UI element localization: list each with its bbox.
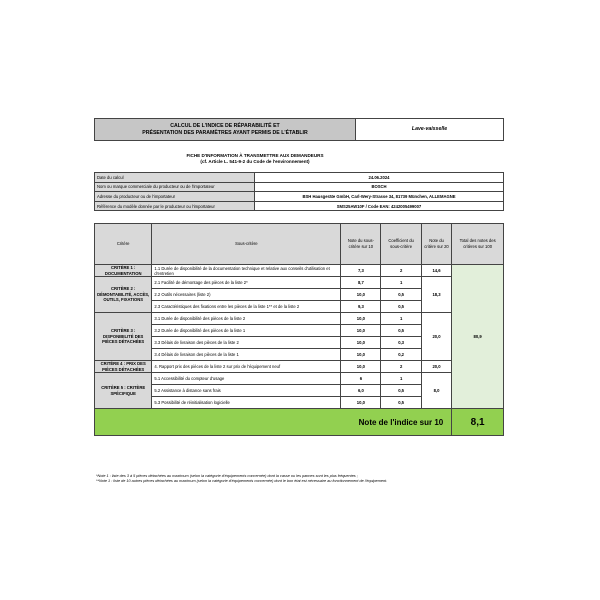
sub-criterion-coefficient: 0,3 [381,337,421,349]
table-row [95,265,504,277]
criterion-note: 14,6 [421,265,451,277]
sub-criterion-note: 10,0 [341,337,381,349]
info-row [95,201,504,211]
info-value: SMS25AW10F / Code EAN: 4242005499007 [255,201,504,211]
sub-criterion-label: 5.1 Accessibilité du compteur d'usage [152,373,341,385]
criterion-note: 20,0 [421,361,451,373]
header-note-critere: Note du critère sur 20 [421,224,451,265]
criterion-name: CRITÈRE 2 : DÉMONTABILITÉ, ACCÈS, OUTILS, FIXATIONS [95,277,152,313]
sub-criterion-note: 10,0 [341,313,381,325]
sub-criterion-coefficient: 1 [381,277,421,289]
info-value: 24.06.2024 [255,173,504,183]
product-type: Lave-vaisselle [356,119,504,141]
criterion-name: CRITÈRE 4 : PRIX DES PIÈCES DÉTACHÉES [95,361,152,373]
sub-criterion-coefficient: 2 [381,265,421,277]
sub-criterion-label: 3.2 Durée de disponibilité des pièces de la liste 1 [152,325,341,337]
table-row [95,373,504,385]
total-score: 80,9 [452,265,504,409]
info-value: BSH Hausgeräte GmbH, Carl-Wery-Strasse 34, 81739 München, ALLEMAGNE [255,192,504,202]
fiche-caption: FICHE D'INFORMATION À TRANSMETTRE AUX DEMANDEURS (cf. Article L. 541-9-2 du Code de l'environnement) [186,153,324,165]
criterion-note: 18,3 [421,277,451,313]
header-row [95,224,504,265]
sub-criterion-label: 2.3 Caractéristiques des fixations entre les pièces de la liste 1** et de la liste 2 [152,301,341,313]
sub-criterion-note: 7,3 [341,265,381,277]
final-score-label: Note de l'indice sur 10 [95,409,452,436]
info-row [95,173,504,183]
sub-criterion-label: 3.1 Durée de disponibilité des pièces de la liste 2 [152,313,341,325]
footnote-2: **Note 1 : liste de 10 autres pièces détachées au maximum (selon la catégorie d'équipements concernée) dont le bon état est nécessaire au fonctionnement de l'équipement. [96,479,388,484]
sub-criterion-label: 4. Rapport prix des pièces de la liste 2 sur prix de l'équipement neuf [152,361,341,373]
sub-criterion-coefficient: 1 [381,373,421,385]
score-table [94,223,504,436]
info-label: Nom ou marque commerciale du producteur ou de l'importateur [95,182,255,192]
final-score-value: 8,1 [452,409,504,436]
info-table [94,172,504,211]
sub-criterion-label: 5.2 Assistance à distance sans frais [152,385,341,397]
sub-criterion-note: 9,3 [341,301,381,313]
info-label: Référence du modèle donnée par le producteur ou l'importateur [95,201,255,211]
sub-criterion-coefficient: 0,5 [381,325,421,337]
info-row [95,192,504,202]
sub-criterion-label: 2.2 Outils nécessaires (liste 2) [152,289,341,301]
sub-criterion-note: 10,0 [341,361,381,373]
sub-criterion-label: 3.4 Délais de livraison des pièces de la liste 1 [152,349,341,361]
header-coefficient: Coefficient du sous-critère [381,224,421,265]
sub-criterion-note: 8,7 [341,277,381,289]
criterion-name: CRITÈRE 1 : DOCUMENTATION [95,265,152,277]
criterion-name: CRITÈRE 3 : DISPONIBILITÉ DES PIÈCES DÉTACHÉES [95,313,152,361]
info-row [95,182,504,192]
table-row [95,313,504,325]
header-sous-critere: Sous-critère [152,224,341,265]
document-title: CALCUL DE L'INDICE DE RÉPARABILITÉ ET PRÉSENTATION DES PARAMÈTRES AYANT PERMIS DE L'ÉTABLIR [95,119,356,141]
sub-criterion-label: 3.3 Délais de livraison des pièces de la liste 2 [152,337,341,349]
sub-criterion-coefficient: 2 [381,361,421,373]
sub-criterion-coefficient: 0,5 [381,301,421,313]
header-note-sous-critere: Note du sous-critère sur 10 [341,224,381,265]
sub-criterion-note: 6,0 [341,385,381,397]
info-value: BOSCH [255,182,504,192]
sub-criterion-note: 10,0 [341,289,381,301]
footnote-1: *Note 1 : liste des 3 à 5 pièces détachées au maximum (selon la catégorie d'équipements concernée) dont la casse ou les pannes sont les plus fréquentes ; [96,474,358,478]
sub-criterion-label: 1.1 Durée de disponibilité de la documentation technique et relative aux conseils d'utilisation et d'entretien [152,265,341,277]
table-row [95,277,504,289]
header-table [94,118,504,141]
table-row [95,361,504,373]
sub-criterion-note: 6 [341,373,381,385]
sub-criterion-note: 10,0 [341,349,381,361]
sub-criterion-label: 2.1 Facilité de démontage des pièces de la liste 2* [152,277,341,289]
sub-criterion-coefficient: 0,5 [381,397,421,409]
criterion-name: CRITÈRE 5 : CRITÈRE SPÉCIFIQUE [95,373,152,409]
header-critere: Critère [95,224,152,265]
final-score-row [95,409,504,436]
header-total: Total des notes des critères sur 100 [452,224,504,265]
sub-criterion-coefficient: 0,2 [381,349,421,361]
criterion-note: 20,0 [421,313,451,361]
criterion-note: 8,0 [421,373,451,409]
sub-criterion-coefficient: 1 [381,313,421,325]
sub-criterion-coefficient: 0,5 [381,385,421,397]
sub-criterion-note: 10,0 [341,325,381,337]
sub-criterion-note: 10,0 [341,397,381,409]
sub-criterion-label: 5.3 Possibilité de réinitialisation logicielle [152,397,341,409]
info-label: Adresse du producteur ou de l'importateur [95,192,255,202]
info-label: Date du calcul [95,173,255,183]
footnotes [96,474,516,485]
sub-criterion-coefficient: 0,5 [381,289,421,301]
